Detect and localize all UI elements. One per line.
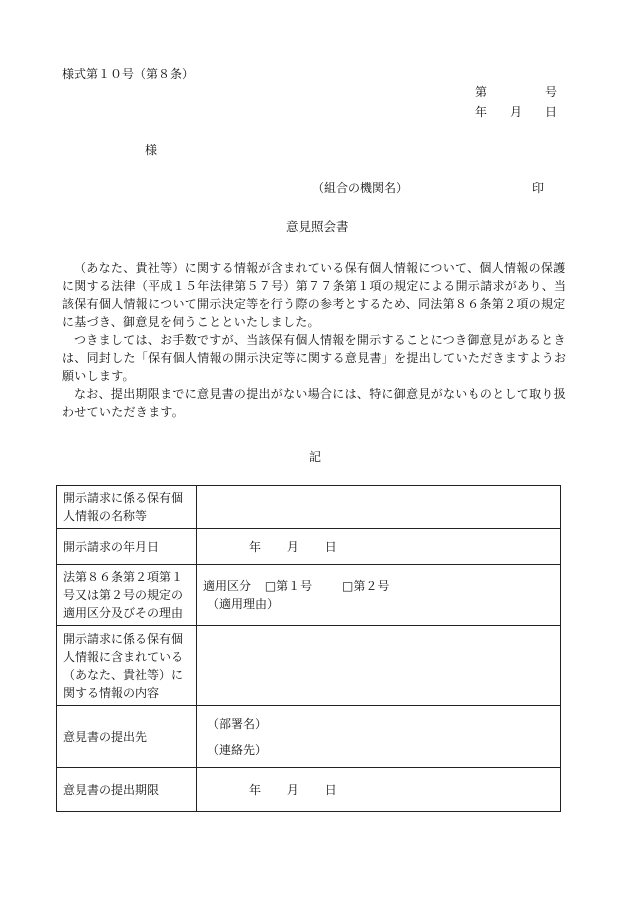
- doc-number-prefix: 第: [475, 85, 488, 99]
- request-date-day: 日: [324, 539, 337, 554]
- deadline-month: 月: [286, 782, 299, 797]
- row-label-info-name: 開示請求に係る保有個人情報の名称等: [57, 486, 197, 529]
- row-value-submission-deadline: [197, 768, 561, 812]
- applicable-reason-label: （適用理由）: [207, 597, 280, 611]
- date-year: 年: [475, 105, 488, 119]
- table-row: [57, 768, 561, 812]
- body-paragraph-1: （あなた、貴社等）に関する情報が含まれている保有個人情報について、個人情報の保護に関する法律（平成１５年法律第５７号）第７７条第１項の規定による開示請求があり、当該保有個人情報について開示決定等を行う際の参考とするため、同法第８６条第２項の規定に基づき、御意見を伺うことといたしました。: [62, 261, 567, 329]
- applicable-kubun-label: 適用区分: [203, 579, 252, 593]
- option-clause-1[interactable]: □第１号: [264, 579, 313, 593]
- row-label-info-content: 開示請求に係る保有個人情報に含まれている（あなた、貴社等）に関する情報の内容: [57, 626, 197, 706]
- ki-heading: 記: [309, 450, 322, 464]
- row-value-info-content: [197, 626, 561, 706]
- table-row: [57, 565, 561, 626]
- row-label-request-date: 開示請求の年月日: [57, 529, 197, 565]
- deadline-day: 日: [324, 782, 337, 797]
- deadline-year: 年: [249, 782, 262, 797]
- form-number-label: 様式第１０号（第８条）: [62, 67, 195, 81]
- option-clause-2[interactable]: □第２号: [342, 579, 390, 593]
- table-row: [57, 529, 561, 565]
- doc-number-suffix: 号: [545, 85, 558, 99]
- contact-label: （連絡先）: [207, 742, 268, 757]
- table-row: [57, 706, 561, 768]
- seal-mark: 印: [532, 181, 545, 195]
- row-value-submission-destination: [197, 706, 561, 768]
- row-value-applicable-clause: [197, 565, 561, 626]
- inquiry-table: [56, 485, 561, 812]
- table-row: [57, 626, 561, 706]
- document-title: 意見照会書: [286, 219, 349, 234]
- row-label-submission-deadline: 意見書の提出期限: [57, 768, 197, 812]
- row-value-request-date: [197, 529, 561, 565]
- body-paragraph-2: つきましては、お手数ですが、当該保有個人情報を開示することにつき御意見があるときは、同封した「保有個人情報の開示決定等に関する意見書」を提出していただきますようお願いします。: [62, 333, 567, 383]
- row-label-submission-destination: 意見書の提出先: [57, 706, 197, 768]
- addressee-honorific: 様: [145, 143, 158, 157]
- date-month: 月: [510, 105, 523, 119]
- row-label-applicable-clause: 法第８６条第２項第１号又は第２号の規定の適用区分及びその理由: [57, 565, 197, 626]
- request-date-month: 月: [286, 539, 299, 554]
- date-day: 日: [545, 105, 558, 119]
- row-value-info-name: [197, 486, 561, 529]
- table-row: [57, 486, 561, 529]
- body-paragraph-3: なお、提出期限までに意見書の提出がない場合には、特に御意見がないものとして取り扱わせていただきます。: [62, 387, 567, 419]
- request-date-year: 年: [249, 539, 262, 554]
- sender-org: （組合の機関名）: [312, 181, 409, 195]
- dept-name-label: （部署名）: [207, 716, 268, 731]
